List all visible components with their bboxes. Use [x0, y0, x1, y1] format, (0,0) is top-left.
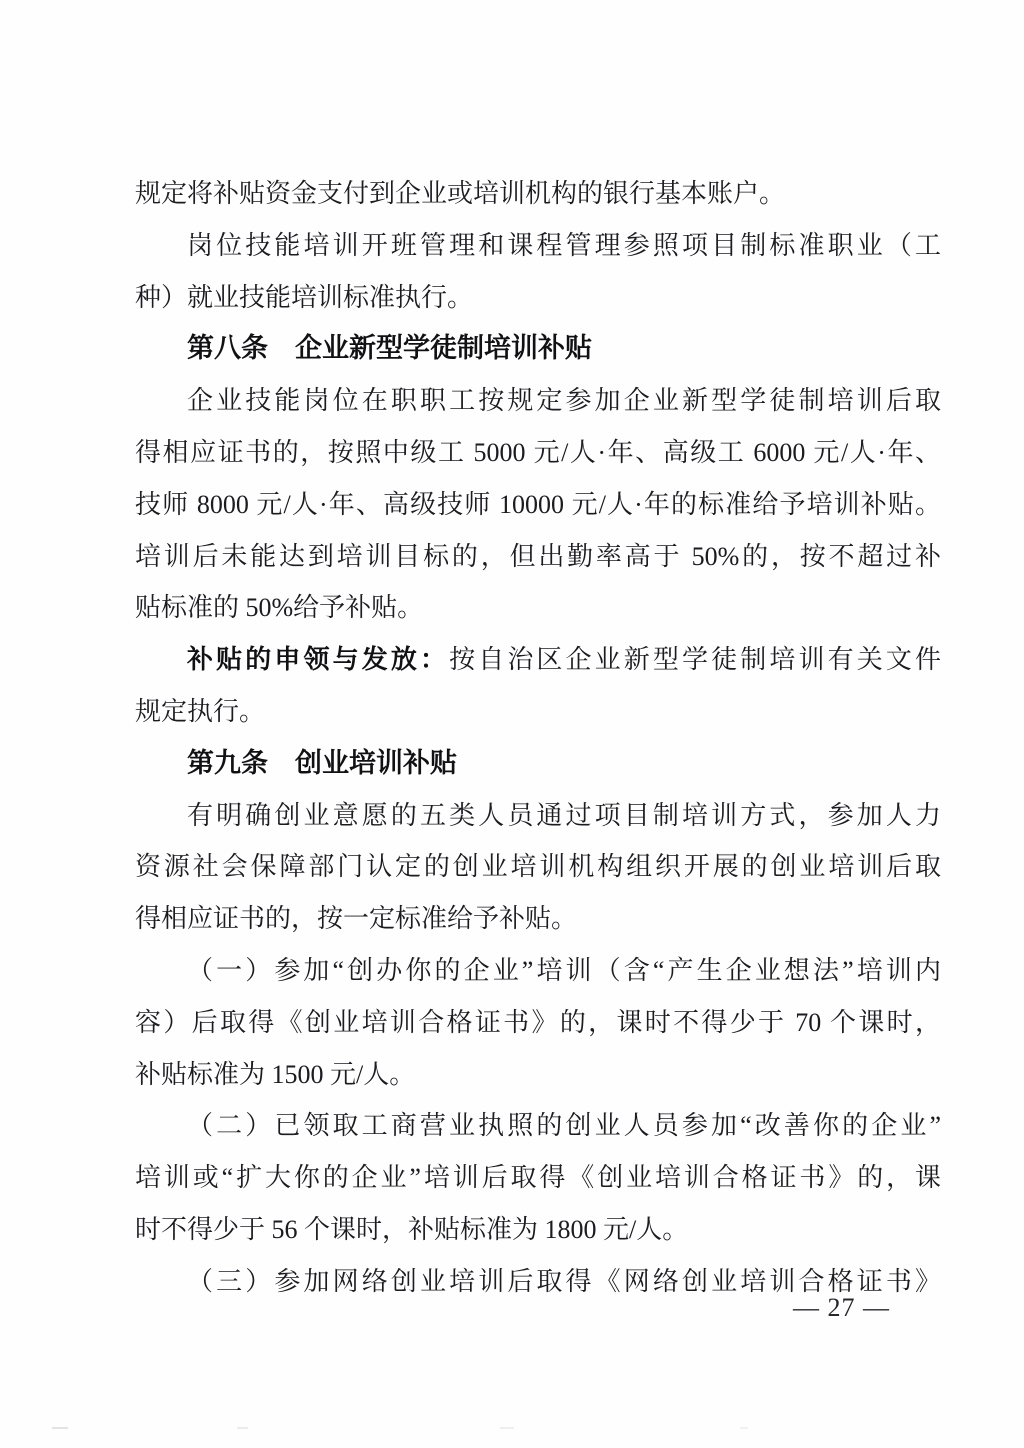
text-line-10 [135, 634, 941, 686]
text-segment: 贴标准的 50%给予补贴。 [135, 593, 424, 623]
text-segment: （一）参加“创办你的企业”培训（含“产生企业想法”培训内 [187, 955, 941, 985]
text-segment: 容）后取得《创业培训合格证书》的，课时不得少于 70 个课时， [135, 1007, 941, 1037]
text-segment: 按自治区企业新型学徒制培训有关文件 [449, 645, 941, 675]
text-line-9 [135, 582, 941, 634]
scan-artifact [52, 1427, 752, 1429]
text-line-17 [135, 997, 941, 1049]
text-segment: 技师 8000 元/人·年、高级技师 10000 元/人·年的标准给予培训补贴。 [135, 489, 941, 519]
text-line-20 [135, 1152, 941, 1204]
text-segment: 规定将补贴资金支付到企业或培训机构的银行基本账户。 [135, 179, 786, 208]
text-line-5 [135, 375, 941, 427]
text-segment: 培训或“扩大你的企业”培训后取得《创业培训合格证书》的，课 [135, 1163, 941, 1193]
bold-label-segment: 第九条 创业培训补贴 [187, 747, 457, 778]
text-line-13 [135, 790, 941, 842]
text-segment: 时不得少于 56 个课时，补贴标准为 1800 元/人。 [135, 1214, 689, 1244]
text-line-11 [135, 686, 941, 738]
text-line-19 [135, 1100, 941, 1152]
text-line-1 [135, 168, 941, 220]
text-line-7 [135, 479, 941, 531]
text-segment: （二）已领取工商营业执照的创业人员参加“改善你的企业” [187, 1111, 941, 1141]
heading-line-4 [135, 323, 941, 375]
text-segment: 种）就业技能培训标准执行。 [135, 282, 474, 312]
text-line-2 [135, 220, 941, 272]
heading-line-12 [135, 738, 941, 790]
text-segment: 资源社会保障部门认定的创业培训机构组织开展的创业培训后取 [135, 852, 941, 882]
page-number: — 27 — [793, 1293, 890, 1322]
text-segment: 规定执行。 [135, 696, 266, 726]
text-segment: 补贴标准为 1500 元/人。 [135, 1059, 416, 1089]
text-block [135, 168, 941, 1308]
bold-label-segment: 补贴的申领与发放： [187, 644, 450, 675]
text-segment: 有明确创业意愿的五类人员通过项目制培训方式，参加人力 [187, 800, 941, 830]
text-segment: 得相应证书的，按一定标准给予补贴。 [135, 904, 578, 934]
text-line-14 [135, 841, 941, 893]
text-segment: 得相应证书的，按照中级工 5000 元/人·年、高级工 6000 元/人·年、 [135, 437, 941, 467]
text-segment: 企业技能岗位在职职工按规定参加企业新型学徒制培训后取 [187, 386, 941, 416]
text-line-21 [135, 1204, 941, 1256]
text-line-18 [135, 1049, 941, 1101]
text-line-8 [135, 531, 941, 583]
text-line-16 [135, 945, 941, 997]
text-line-6 [135, 427, 941, 479]
text-line-3 [135, 272, 941, 324]
text-segment: 培训后未能达到培训目标的，但出勤率高于 50%的，按不超过补 [135, 541, 941, 571]
text-line-15 [135, 893, 941, 945]
text-segment: （三）参加网络创业培训后取得《网络创业培训合格证书》 [187, 1266, 941, 1296]
text-segment: 岗位技能培训开班管理和课程管理参照项目制标准职业（工 [187, 230, 941, 260]
bold-label-segment: 第八条 企业新型学徒制培训补贴 [187, 333, 592, 364]
